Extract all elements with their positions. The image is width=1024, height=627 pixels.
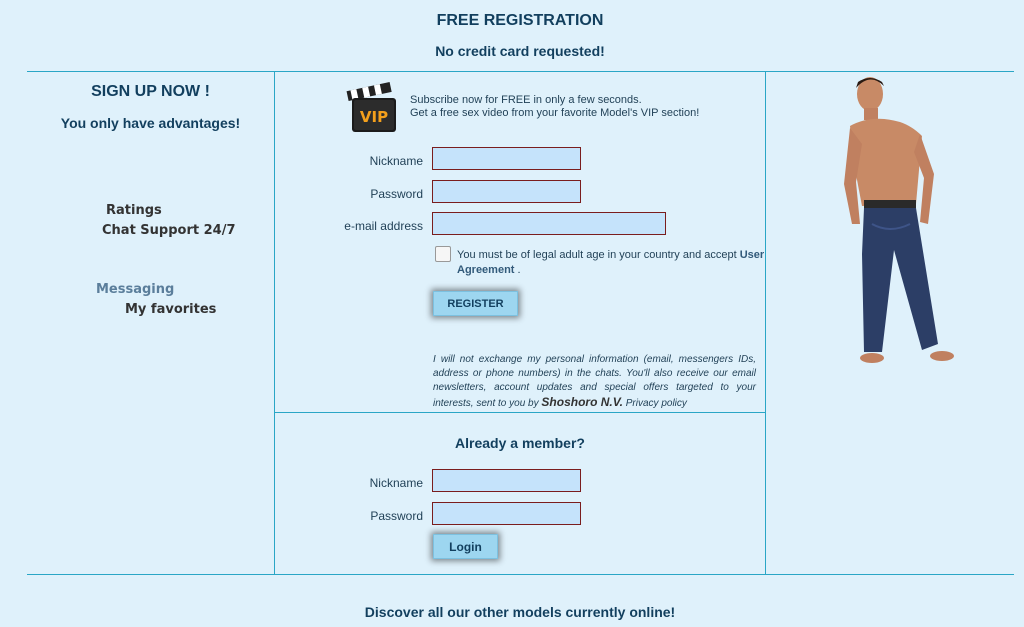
privacy-notice bbox=[433, 353, 756, 411]
login-nickname-input[interactable] bbox=[432, 469, 581, 492]
register-nickname-input[interactable] bbox=[432, 147, 581, 170]
member-heading: Already a member? bbox=[455, 435, 585, 451]
feature-messaging: Messaging bbox=[96, 282, 175, 297]
privacy-policy-link[interactable]: Privacy policy bbox=[625, 398, 687, 409]
privacy-text: I will not exchange my personal information (email, messengers IDs, address or phone numbers) in the chats. You'll also receive our email newsletters, account updates and special offers targeted to your interests, sent to you by bbox=[433, 354, 756, 409]
register-button[interactable]: REGISTER bbox=[433, 291, 518, 316]
vip-label: VIP bbox=[359, 108, 389, 126]
login-button[interactable]: Login bbox=[433, 534, 498, 559]
agreement-period: . bbox=[514, 264, 521, 276]
company-name: Shoshoro N.V. bbox=[541, 395, 623, 409]
advantages-text: You only have advantages! bbox=[60, 115, 241, 131]
signup-heading: SIGN UP NOW ! bbox=[91, 83, 210, 100]
register-password-label: Password bbox=[370, 187, 423, 201]
intro-line-2: Get a free sex video from your favorite Model's VIP section! bbox=[410, 107, 700, 119]
feature-chat-support: Chat Support 24/7 bbox=[102, 223, 236, 238]
login-password-input[interactable] bbox=[432, 502, 581, 525]
footer-text: Discover all our other models currently online! bbox=[364, 604, 676, 620]
login-password-label: Password bbox=[370, 509, 423, 523]
login-nickname-label: Nickname bbox=[369, 476, 423, 490]
model-photo bbox=[842, 74, 962, 369]
page-subtitle: No credit card requested! bbox=[435, 43, 605, 59]
register-email-label: e-mail address bbox=[344, 219, 423, 233]
feature-ratings: Ratings bbox=[106, 203, 162, 218]
vip-clapperboard-icon bbox=[346, 76, 400, 134]
agreement-text bbox=[457, 248, 765, 278]
bottom-divider bbox=[27, 574, 1014, 575]
right-column-divider bbox=[765, 71, 766, 574]
page-title: FREE REGISTRATION bbox=[436, 12, 604, 29]
intro-text bbox=[410, 94, 699, 120]
member-section-divider bbox=[274, 412, 765, 413]
register-nickname-label: Nickname bbox=[369, 154, 423, 168]
user-agreement-link[interactable]: User Agreement bbox=[457, 249, 765, 276]
feature-my-favorites: My favorites bbox=[125, 302, 217, 317]
register-email-input[interactable] bbox=[432, 212, 666, 235]
left-column-divider bbox=[274, 71, 275, 574]
agreement-checkbox[interactable] bbox=[435, 246, 451, 262]
agreement-statement: You must be of legal adult age in your country and accept bbox=[457, 249, 737, 261]
intro-line-1: Subscribe now for FREE in only a few seconds. bbox=[410, 94, 642, 106]
register-password-input[interactable] bbox=[432, 180, 581, 203]
top-divider bbox=[27, 71, 1014, 72]
